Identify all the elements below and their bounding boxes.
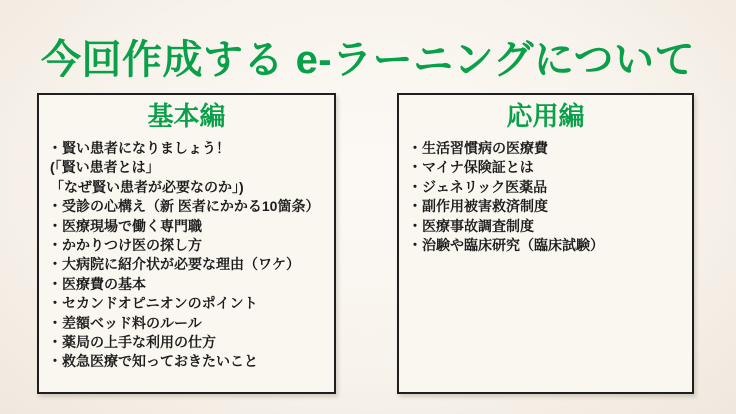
basic-section-box [37,93,336,394]
list-item [408,158,686,177]
list-item [48,352,328,371]
bullet-dot: ・ [408,198,422,215]
list-item [48,275,328,294]
bullet-dot: ・ [48,314,62,331]
list-item-text: 副作用被害救済制度 [422,198,548,215]
list-item-text: 「なぜ賢い患者が必要なのか」) [50,178,244,195]
list-item-text: 治験や臨床研究（臨床試験） [422,237,604,254]
list-item [408,197,686,216]
list-item [48,217,328,236]
advanced-section-box [397,93,694,394]
bullet-dot: ・ [48,275,62,292]
bullet-dot: ・ [48,353,62,370]
list-item-text: マイナ保険証とは [422,159,534,176]
list-item [408,217,686,236]
list-item-text: 救急医療で知っておきたいこと [62,353,258,370]
advanced-section-heading: 応用編 [506,101,585,131]
list-item [48,236,328,255]
bullet-dot: ・ [48,217,62,234]
bullet-dot: ・ [408,217,422,234]
list-item [408,139,686,158]
list-item-text: 医療現場で働く専門職 [62,217,202,234]
list-item-text: 賢い患者になりましょう！ [62,140,230,156]
basic-section-heading: 基本編 [147,101,226,131]
list-item-text: セカンドオピニオンのポイント [62,295,258,312]
list-item-text: 差額ベッド料のルール [62,314,202,331]
bullet-dot: ・ [48,140,62,156]
list-item [48,294,328,313]
bullet-dot: ・ [408,237,422,254]
bullet-dot: ・ [48,256,62,273]
slide-title: 今回作成する e-ラーニングについて [40,37,696,82]
list-item [48,197,328,216]
bullet-dot: ・ [48,198,62,215]
list-item [408,236,686,255]
list-item-text: 受診の心構え（新 医者にかかる10箇条） [62,198,320,215]
list-item-text: 医療事故調査制度 [422,217,534,234]
list-item [48,333,328,352]
bullet-dot: ・ [48,237,62,254]
list-item-text: 大病院に紹介状が必要な理由（ワケ） [62,256,300,273]
list-item [48,139,328,158]
list-item-text: (「賢い患者とは」 [50,159,160,176]
bullet-dot: ・ [408,159,422,176]
advanced-section-list [399,137,692,255]
bullet-dot: ・ [408,140,422,156]
list-item-text: 薬局の上手な利用の仕方 [62,334,216,351]
basic-section-list [39,137,334,372]
list-item-text: 生活習慣病の医療費 [422,140,548,156]
bullet-dot: ・ [408,178,422,195]
list-item-text: ジェネリック医薬品 [422,178,548,195]
bullet-dot: ・ [48,295,62,312]
bullet-dot: ・ [48,334,62,351]
list-item [408,178,686,197]
list-item [48,178,328,197]
list-item [48,314,328,333]
list-item-text: かかりつけ医の探し方 [62,237,202,254]
list-item-text: 医療費の基本 [62,275,146,292]
list-item [48,255,328,274]
list-item [48,158,328,177]
